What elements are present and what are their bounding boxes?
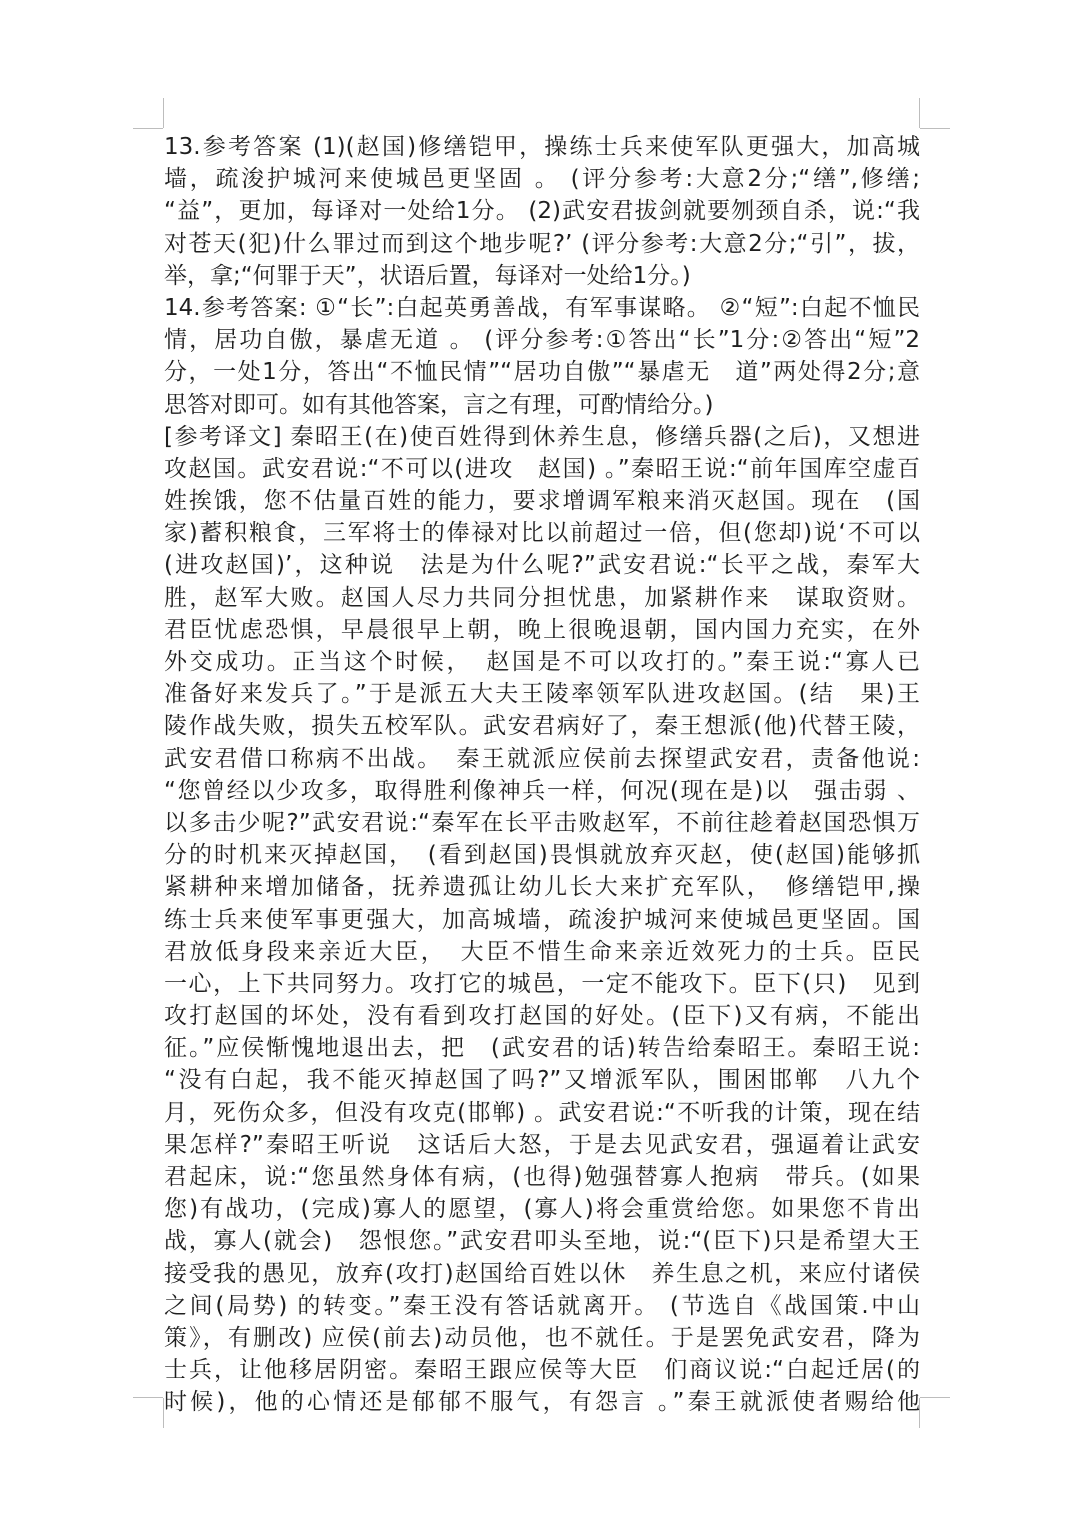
text-line: 战，寡人(就会) 怨恨您。”武安君叩头至地，说:“(臣下)只是希望大王: [164, 1228, 920, 1255]
text-line: 您)有战功，(完成)寡人的愿望，(寡人)将会重赏给您。如果您不肯出: [164, 1196, 920, 1223]
crop-mark-top-left-vertical: [163, 98, 164, 128]
crop-mark-bottom-left-horizontal: [133, 1397, 163, 1398]
text-line: 君起床，说:“您虽然身体有病，(也得)勉强替寡人抱病 带兵。(如果: [164, 1164, 920, 1190]
text-line: 攻打赵国的坏处，没有看到攻打赵国的好处。(臣下)又有病，不能出: [164, 1003, 920, 1030]
text-line: (进攻赵国)’，这种说 法是为什么呢?”武安君说:“长平之战，秦军大: [164, 552, 920, 579]
text-line: 果怎样?”秦昭王听说 这话后大怒，于是去见武安君，强逼着让武安: [164, 1131, 920, 1158]
text-line: 姓挨饿，您不估量百姓的能力，要求增调军粮来消灭赵国。现在 (国: [164, 488, 920, 515]
text-line: 攻赵国。武安君说:“不可以(进攻 赵国) 。”秦昭王说:“前年国库空虚百: [164, 455, 920, 482]
text-line: 一心，上下共同努力。攻打它的城邑，一定不能攻下。臣下(只) 见到: [164, 970, 920, 997]
text-line: 策》，有删改) 应侯(前去)动员他，也不就任。于是罢免武安君，降为: [164, 1324, 920, 1351]
text-line: 之间(局势) 的转变。”秦王没有答话就离开。 (节选自《战国策.中山: [164, 1292, 920, 1319]
text-line: 征。”应侯惭愧地退出去，把 (武安君的话)转告给秦昭王。秦昭王说:: [164, 1035, 920, 1062]
text-line: 分的时机来灭掉赵国， (看到赵国)畏惧就放弃灭赵，使(赵国)能够抓: [164, 842, 920, 869]
text-line: 练士兵来使军事更强大，加高城墙，疏浚护城河来使城邑更坚固。国: [164, 906, 920, 933]
text-line: 家)蓄积粮食，三军将士的俸禄对比以前超过一倍，但(您却)说‘不可以: [164, 520, 920, 547]
text-line: “没有白起，我不能灭掉赵国了吗?”又增派军队，围困邯郸 八九个: [164, 1067, 920, 1094]
text-line: “您曾经以少攻多，取得胜利像神兵一样，何况(现在是)以 强击弱 、: [164, 777, 920, 804]
document-body: [164, 131, 920, 1419]
text-line: 情，居功自傲，暴虐无道 。 (评分参考:①答出“长”1分:②答出“短”2: [164, 327, 920, 354]
crop-mark-bottom-right-horizontal: [920, 1397, 950, 1398]
text-line: 外交成功。正当这个时候， 赵国是不可以攻打的。”秦王说:“寡人已: [164, 649, 920, 675]
crop-mark-top-right-vertical: [919, 98, 920, 128]
text-line: 武安君借口称病不出战。 秦王就派应侯前去探望武安君，责备他说:: [164, 745, 920, 772]
text-line: 胜，赵军大败。赵国人尽力共同分担忧患，加紧耕作来 谋取资财。: [164, 584, 920, 611]
text-line: 对苍天(犯)什么罪过而到这个地步呢?’ (评分参考:大意2分;“引”，拔，: [164, 230, 920, 257]
text-line: 准备好来发兵了。”于是派五大夫王陵率领军队进攻赵国。(结 果)王: [164, 681, 920, 708]
text-line: 以多击少呢?”武安君说:“秦军在长平击败赵军，不前往趁着赵国恐惧万: [164, 809, 920, 836]
text-line: 墙，疏浚护城河来使城邑更坚固 。 (评分参考:大意2分;“缮”,修缮;: [164, 166, 920, 193]
text-line: 紧耕种来增加储备，抚养遗孤让幼儿长大来扩充军队， 修缮铠甲,操: [164, 874, 920, 901]
text-line: 分，一处1分，答出“不恤民情”“居功自傲”“暴虐无 道”两处得2分;意: [164, 359, 920, 386]
text-line: 时候)，他的心情还是郁郁不服气，有怨言 。”秦王就派使者赐给他: [164, 1389, 920, 1416]
text-line: 士兵，让他移居阴密。秦昭王跟应侯等大臣 们商议说:“白起迁居(的: [164, 1357, 920, 1384]
text-line: 陵作战失败，损失五校军队。武安君病好了，秦王想派(他)代替王陵，: [164, 713, 920, 740]
text-line: 君臣忧虑恐惧，早晨很早上朝，晚上很晚退朝，国内国力充实，在外: [164, 616, 920, 643]
text-line: 接受我的愚见，放弃(攻打)赵国给百姓以休 养生息之机，来应付诸侯: [164, 1260, 920, 1287]
crop-mark-top-left-horizontal: [133, 128, 163, 129]
text-line: 月，死伤众多，但没有攻克(邯郸) 。武安君说:“不听我的计策，现在结: [164, 1099, 920, 1126]
text-line: 14.参考答案: ①“长”:白起英勇善战，有军事谋略。 ②“短”:白起不恤民: [164, 294, 920, 321]
text-line: [参考译文] 秦昭王(在)使百姓得到休养生息，修缮兵器(之后)，又想进: [164, 423, 920, 450]
text-line: “益”，更加，每译对一处给1分。 (2)武安君拔剑就要刎颈自杀，说:“我: [164, 198, 920, 225]
text-line: 13.参考答案 (1)(赵国)修缮铠甲，操练士兵来使军队更强大，加高城: [164, 134, 920, 160]
text-line: 思答对即可。如有其他答案，言之有理，可酌情给分。): [164, 391, 714, 418]
text-line: 举，拿;“何罪于天”，状语后置，每译对一处给1分。): [164, 262, 691, 289]
text-line: 君放低身段来亲近大臣， 大臣不惜生命来亲近效死力的士兵。臣民: [164, 938, 920, 965]
crop-mark-top-right-horizontal: [920, 128, 950, 129]
